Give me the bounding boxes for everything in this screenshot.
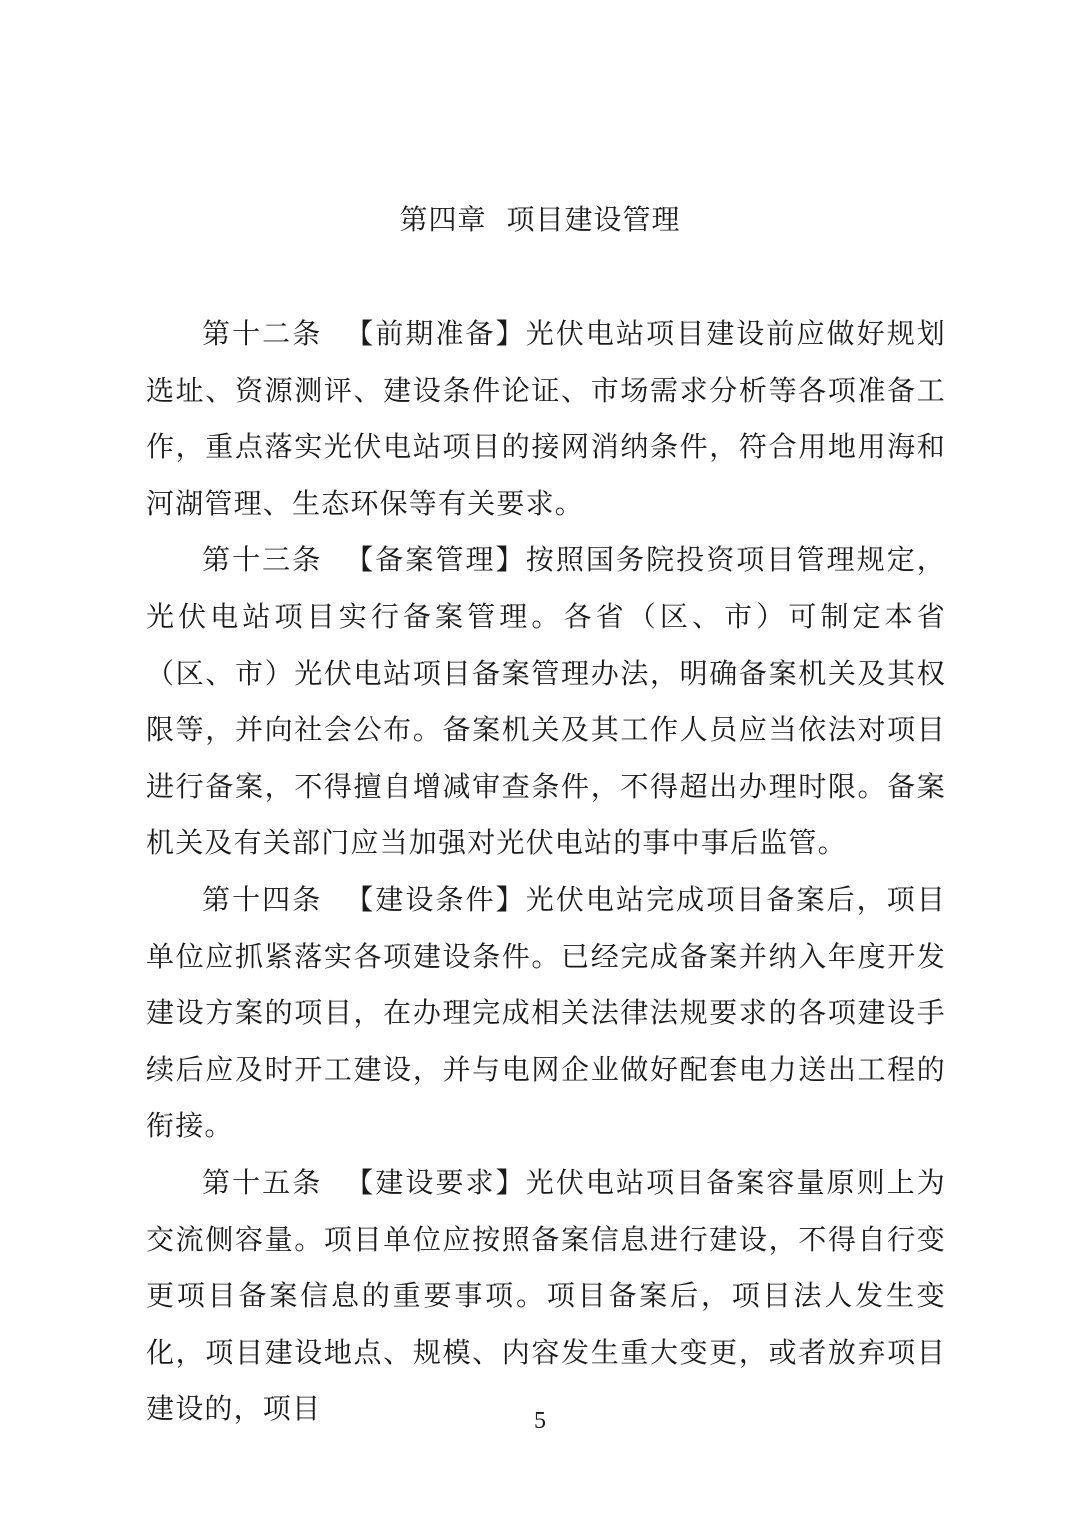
- article-text: 光伏电站完成项目备案后，项目单位应抓紧落实各项建设条件。已经完成备案并纳入年度开发建设方案的项目，在办理完成相关法律法规要求的各项建设手续后应及时开工建设，并与电网企业做好配套电力送出工程的衔接。: [146, 882, 947, 1143]
- chapter-title: [0, 198, 1080, 242]
- article-13: [146, 532, 946, 872]
- chapter-name: 项目建设管理: [506, 203, 681, 236]
- article-number: 第十三条: [202, 543, 323, 577]
- article-heading: 【前期准备】: [344, 317, 526, 350]
- article-12: [146, 306, 946, 532]
- chapter-number: 第四章: [399, 203, 487, 236]
- article-heading: 【备案管理】: [344, 543, 526, 577]
- article-number: 第十四条: [202, 882, 323, 916]
- article-14: [146, 872, 946, 1155]
- article-number: 第十二条: [202, 317, 323, 350]
- article-text: 按照国务院投资项目管理规定，光伏电站项目实行备案管理。各省（区、市）可制定本省（区、市）光伏电站项目备案管理办法，明确备案机关及其权限等，并向社会公布。备案机关及其工作人员应当依法对项目进行备案，不得擅自增减审查条件，不得超出办理时限。备案机关及有关部门应当加强对光伏电站的事中事后监管。: [146, 543, 947, 860]
- article-15: [146, 1155, 946, 1438]
- article-heading: 【建设条件】: [344, 882, 526, 916]
- article-heading: 【建设要求】: [344, 1165, 526, 1199]
- document-body: [146, 306, 946, 1438]
- page-number: 5: [534, 1408, 546, 1434]
- article-text: 光伏电站项目备案容量原则上为交流侧容量。项目单位应按照备案信息进行建设，不得自行变更项目备案信息的重要事项。项目备案后，项目法人发生变化，项目建设地点、规模、内容发生重大变更，或者放弃项目建设的，项目: [146, 1165, 947, 1426]
- article-number: 第十五条: [202, 1165, 323, 1199]
- article-text: 光伏电站项目建设前应做好规划选址、资源测评、建设条件论证、市场需求分析等各项准备工作，重点落实光伏电站项目的接网消纳条件，符合用地用海和河湖管理、生态环保等有关要求。: [146, 317, 947, 520]
